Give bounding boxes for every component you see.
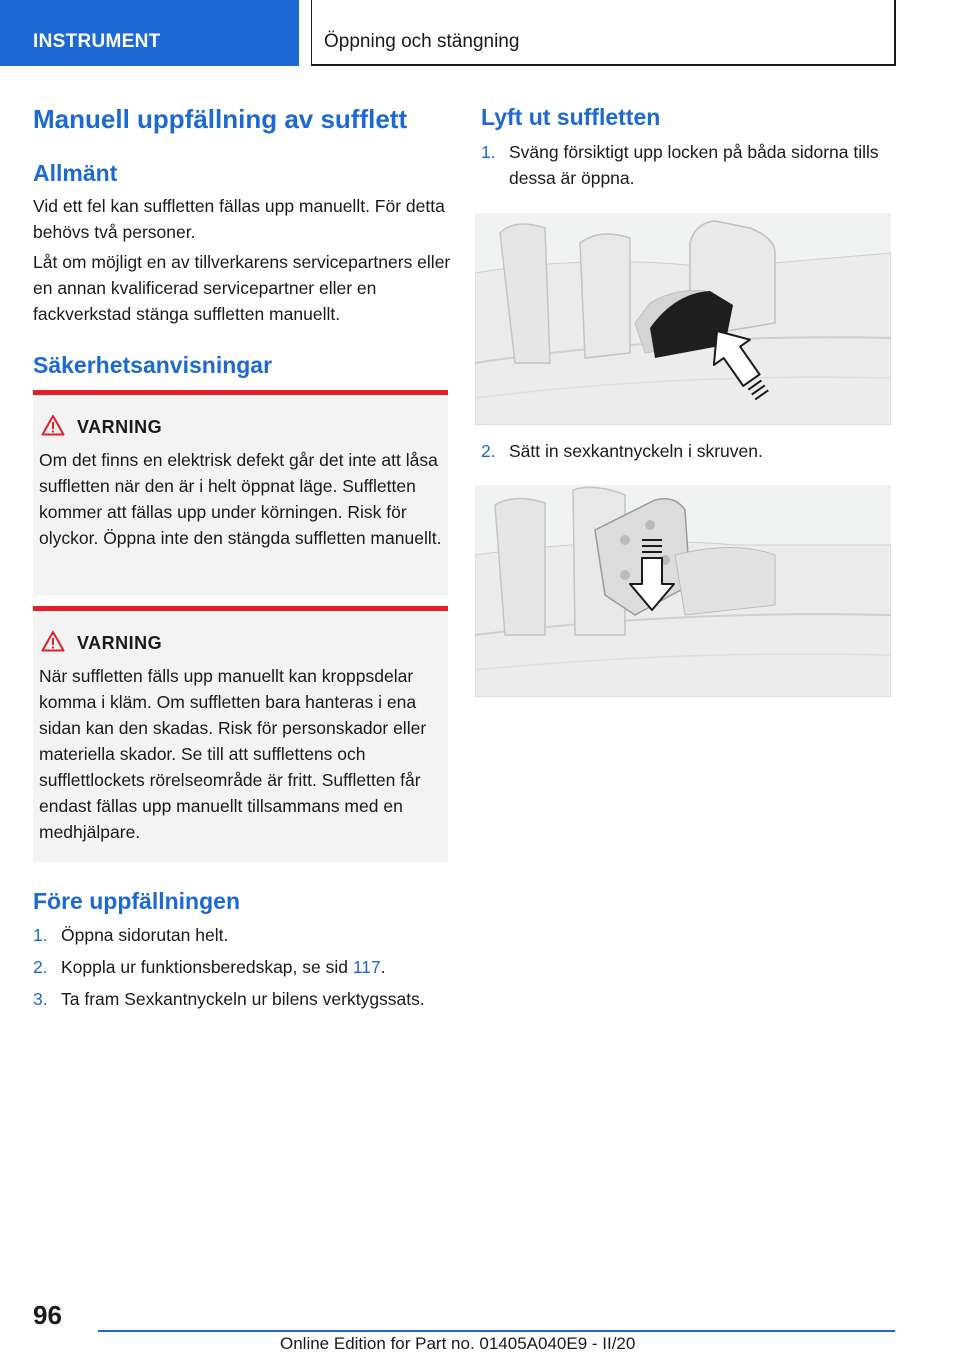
hex-key-illustration (475, 485, 891, 697)
general-heading: Allmänt (33, 160, 118, 186)
car-cover-illustration (475, 213, 891, 425)
page-title: Manuell uppfällning av sufflett (33, 104, 408, 134)
warning-triangle-icon (41, 414, 65, 436)
page-reference-link[interactable]: 117 (352, 957, 381, 977)
lift-heading: Lyft ut suffletten (481, 104, 661, 130)
warning-label: VARNING (77, 633, 163, 653)
header-section-tab (0, 0, 299, 66)
step-text: Ta fram Sexkantnyckeln ur bilens verktygssats. (61, 989, 425, 1009)
step-text-end: . (380, 957, 386, 977)
warning-box-2 (33, 606, 448, 862)
general-paragraph-2: Låt om möjligt en av tillverkarens servicepartners eller en annan kvalificerad servicepartner eller en fackverkstad stänga suffletten manuellt. (33, 252, 451, 324)
step-text: Koppla ur funktionsberedskap, se sid (61, 957, 353, 977)
safety-heading: Säkerhetsanvisningar (33, 352, 273, 378)
header-chapter-tab (311, 0, 896, 66)
step-text: Öppna sidorutan helt. (61, 925, 229, 945)
step-number: 1. (33, 925, 48, 945)
header-section-label: INSTRUMENT (33, 31, 161, 52)
warning-text: När suffletten fälls upp manuellt kan kroppsdelar komma i kläm. Om suffletten bara hanteras i ena sidan kan den skadas. Risk för personskador eller materiella skador. Se till att sufflettens och sufflettlockets rörelseområde är fritt. Suffletten får endast fällas upp manuellt tillsammans med en medhjälpare. (39, 666, 427, 842)
figure-open-cover (475, 213, 891, 425)
step-text: Sätt in sexkantnyckeln i skruven. (509, 441, 763, 461)
step-text-wrap (61, 954, 386, 980)
warning-text: Om det finns en elektrisk defekt går det inte att låsa suffletten när den är i helt öppnat läge. Suffletten kommer att fällas upp under körningen. Risk för olyckor. Öppna inte den stängda suffletten manuellt. (39, 450, 442, 548)
step-number: 1. (481, 142, 496, 162)
footer-edition: Online Edition for Part no. 01405A040E9 - II/20 (280, 1334, 636, 1353)
general-paragraph-1: Vid ett fel kan suffletten fällas upp manuellt. För detta behövs två personer. (33, 196, 445, 242)
before-heading: Före uppfällningen (33, 888, 240, 914)
figure-insert-key (475, 485, 891, 697)
warning-triangle-icon (41, 630, 65, 652)
warning-box-1 (33, 390, 448, 595)
step-text: Sväng försiktigt upp locken på båda sidorna tills dessa är öppna. (509, 142, 879, 188)
warning-label: VARNING (77, 417, 163, 437)
step-number: 2. (33, 957, 48, 977)
header-chapter-label: Öppning och stängning (324, 31, 520, 52)
step-number: 2. (481, 441, 496, 461)
footer-divider (98, 1330, 895, 1332)
page-number: 96 (33, 1300, 62, 1330)
step-number: 3. (33, 989, 48, 1009)
